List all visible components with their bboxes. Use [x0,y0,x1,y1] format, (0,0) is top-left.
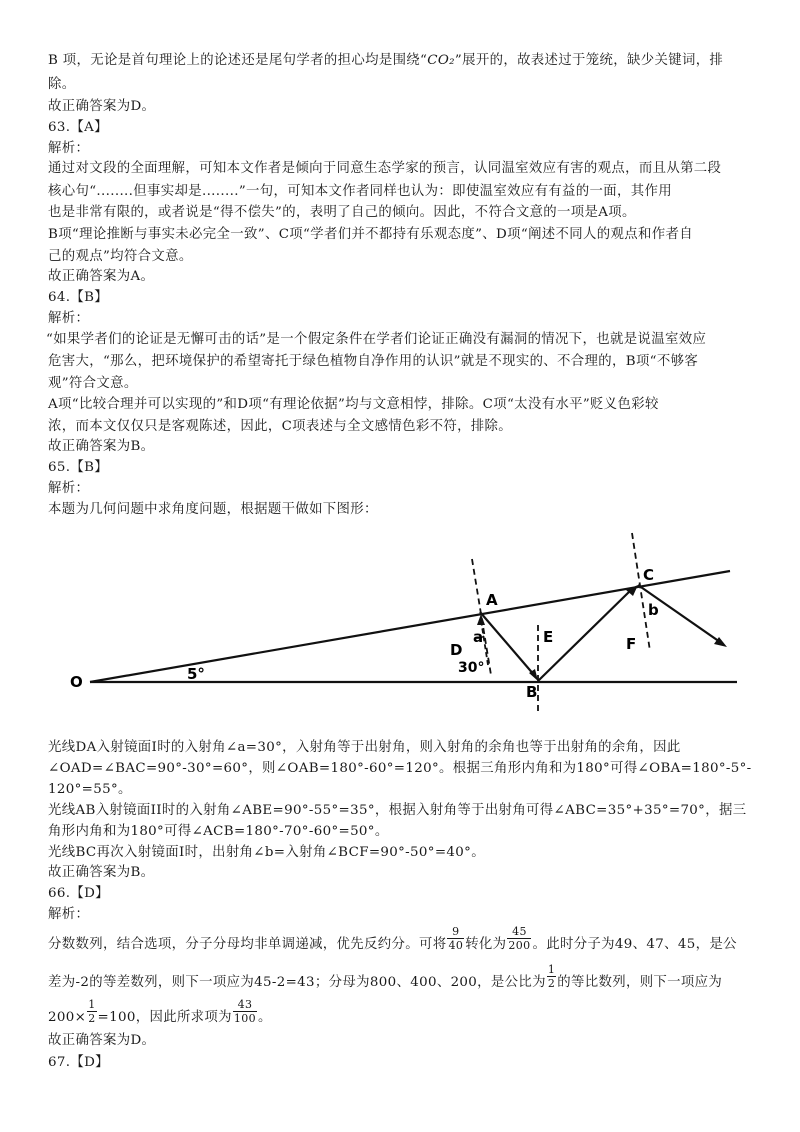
question-number: 63.【A】 [48,120,108,135]
text-line: 危害大，“那么，把环境保护的希望寄托于绿色植物自净作用的认识”就是不现实的、不合理的，B项“不够客 [48,354,699,369]
fraction-1-2 [87,998,96,1025]
text-line: 核心句“........但事实却是........”一句，可知本文作者同样也认为：即使温室效应有有益的一面，其作用 [48,184,672,199]
fraction-denominator: 2 [88,1012,96,1025]
text-segment: 。此时分子为49、47、45，是公 [532,937,737,952]
text-line: 本题为几何问题中求角度问题，根据题干做如下图形： [48,502,378,517]
fraction-numerator: 1 [547,963,556,976]
text-line: 通过对文段的全面理解，可知本文作者是倾向于同意生态学家的预言，认同温室效应有害的观点，而且从第二段 [48,161,722,176]
label-angle-a: a [473,628,484,646]
text-segment: 的等比数列，则下一项应为 [557,975,723,990]
text-line: 光线BC再次入射镜面I时，出射角∠b=入射角∠BCF=90°-50°=40°。 [48,845,485,860]
text-line: 观”符合文意。 [48,376,138,391]
fraction-denominator: 100 [233,1012,256,1025]
co2-formula: CO₂ [427,53,455,68]
reflection-figure [40,525,760,725]
fraction-denominator: 40 [448,939,464,952]
label-angle-b: b [648,601,659,619]
label-e: E [543,628,554,646]
fraction-43-100 [233,998,257,1025]
text-line: 光线AB入射镜面II时的入射角∠ABE=90°-55°=35°，根据入射角等于出射角可得∠ABC=35°+35°=70°，据三 [48,803,747,818]
fraction-denominator: 2 [547,977,556,990]
label-f: F [626,635,637,653]
label-a: A [486,591,498,609]
text-line: 浓，而本文仅仅只是客观陈述，因此，C项表述与全文感情色彩不符，排除。 [48,419,513,434]
fraction-1-2 [547,963,556,990]
text-line: 也是非常有限的，或者说是“得不偿失”的，表明了自己的倾向。因此，不符合文意的一项是A项。 [48,205,636,220]
ray-ab [480,612,535,676]
text-line: 角形内角和为180°可得∠ACB=180°-70°-60°=50°。 [48,824,389,839]
answer-line: 故正确答案为B。 [48,439,155,454]
label-d: D [450,641,463,659]
fraction-9-40 [447,925,464,952]
text-line: 光线DA入射镜面I时的入射角∠a=30°，入射角等于出射角，则入射角的余角也等于出射角的余角，因此 [48,740,681,755]
text-line: 120°=55°。 [48,782,132,797]
text-line: ∠OAD=∠BAC=90°-30°=60°，则∠OAB=180°-60°=120°。根据三角形内角和为180°可得∠OBA=180°-5°- [48,761,752,776]
text-segment: 。 [257,1010,272,1025]
fraction-numerator: 45 [507,925,531,939]
label-angle-5: 5° [187,665,205,683]
question-number: 66.【D】 [48,886,109,901]
text-segment: 分数数列，结合选项，分子分母均非单调递减，优先反约分。可将 [48,937,447,952]
text-line [48,925,737,958]
label-b: B [526,683,538,701]
text-line: 除。 [48,77,76,92]
text-line: 己的观点”均符合文意。 [48,249,193,264]
text-segment: B 项，无论是首句理论上的论述还是尾句学者的担心均是围绕“ [48,53,428,68]
text-line [48,963,723,996]
text-segment: 转化为 [465,937,507,952]
answer-line: 故正确答案为B。 [48,865,155,880]
text-segment: 200× [48,1010,87,1025]
text-line [48,998,272,1031]
question-number: 65.【B】 [48,460,109,475]
analysis-heading: 解析： [48,481,90,496]
fraction-numerator: 43 [233,998,257,1012]
fraction-numerator: 1 [88,998,96,1011]
text-segment: =100，因此所求项为 [97,1010,232,1025]
text-line: A项“比较合理并可以实现的”和D项“有理论依据”均与文意相悖，排除。C项“太没有水平”贬义色彩较 [48,397,659,412]
text-segment: 差为-2的等差数列，则下一项应为45-2=43；分母为800、400、200，是公比为 [48,975,546,990]
text-line [48,52,723,70]
answer-line: 故正确答案为D。 [48,99,156,114]
answer-line: 故正确答案为D。 [48,1033,156,1048]
question-number: 64.【B】 [48,290,109,305]
fraction-denominator: 200 [508,939,531,952]
analysis-heading: 解析： [48,907,90,922]
fraction-numerator: 9 [447,925,464,939]
text-line: “如果学者们的论证是无懈可击的话”是一个假定条件在学者们论证正确没有漏洞的情况下，也就是说温室效应 [46,332,707,347]
text-segment: ”展开的，故表述过于笼统，缺少关键词，排 [454,53,724,68]
label-angle-30: 30° [458,660,485,676]
text-line: B项“理论推断与事实未必完全一致”、C项“学者们并不都持有乐观态度”、D项“阐述不同人的观点和作者自 [48,227,693,242]
analysis-heading: 解析： [48,141,90,156]
question-number: 67.【D】 [48,1055,109,1070]
label-o: O [70,673,83,691]
fraction-45-200 [507,925,531,952]
analysis-heading: 解析： [48,311,90,326]
answer-line: 故正确答案为A。 [48,269,155,284]
label-c: C [643,566,655,584]
